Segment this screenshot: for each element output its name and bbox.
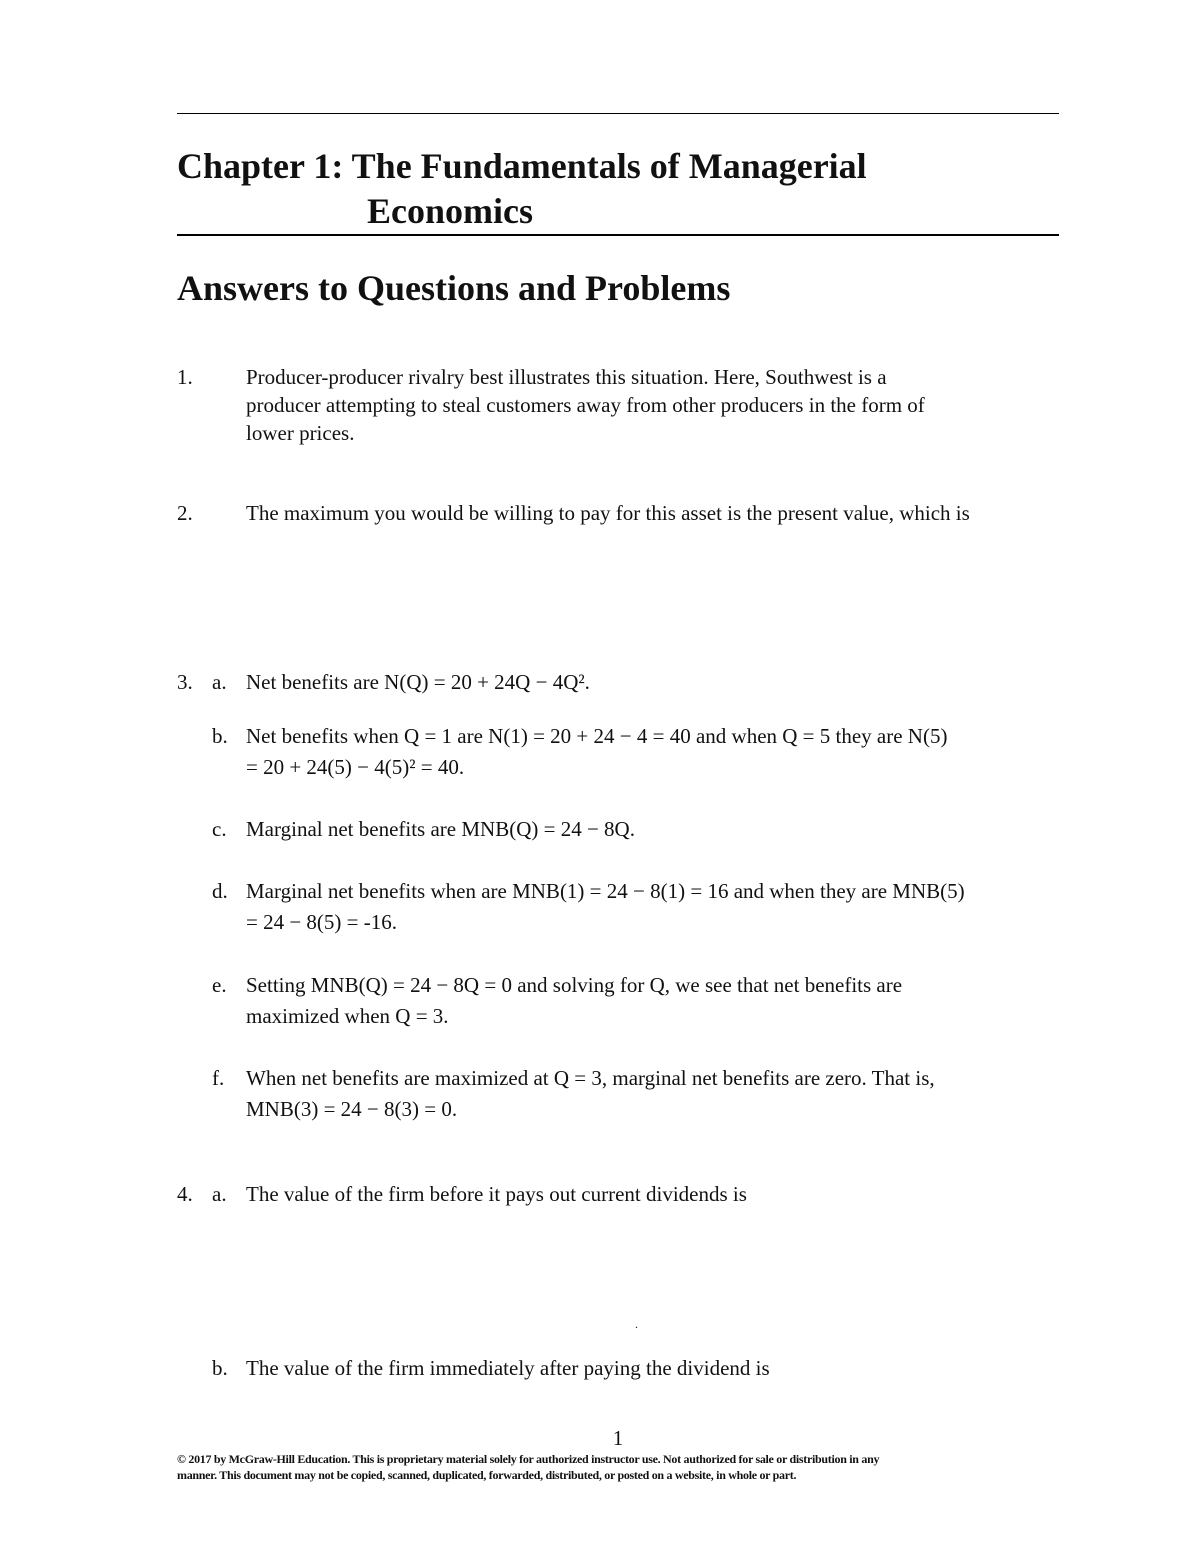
q4b-text: The value of the firm immediately after paying the dividend is (246, 1356, 770, 1380)
q3b-letter: b. (212, 724, 228, 748)
q1-line3: lower prices. (246, 421, 355, 445)
chapter-title (177, 144, 1059, 234)
q3f-line2: MNB(3) = 24 − 8(3) = 0. (246, 1097, 458, 1121)
q3b-line2: = 20 + 24(5) − 4(5)² = 40. (246, 755, 465, 779)
q3e-letter: e. (212, 973, 227, 997)
q3f-line1: When net benefits are maximized at Q = 3, marginal net benefits are zero. That is, (246, 1066, 935, 1090)
page-number: 1 (612, 1426, 624, 1450)
copyright-line2: manner. This document may not be copied, scanned, duplicated, forwarded, distributed, or posted on a website, in whole or part. (177, 1468, 797, 1482)
q3d-line2: = 24 − 8(5) = -16. (246, 910, 398, 934)
q3c-letter: c. (212, 817, 227, 841)
chapter-title-line2: Economics (367, 191, 533, 231)
copyright-notice (177, 1451, 1057, 1483)
q1-line2: producer attempting to steal customers away from other producers in the form of (246, 393, 925, 417)
q3b-line1: Net benefits when Q = 1 are N(1) = 20 + 24 − 4 = 40 and when Q = 5 they are N(5) (246, 724, 948, 748)
top-rule (177, 113, 1059, 114)
q3-number: 3. (177, 670, 193, 694)
q1-number: 1. (177, 365, 193, 389)
q3d-line1: Marginal net benefits when are MNB(1) = 24 − 8(1) = 16 and when they are MNB(5) (246, 879, 965, 903)
q4-number: 4. (177, 1182, 193, 1206)
q4b-letter: b. (212, 1356, 228, 1380)
q2-text: The maximum you would be willing to pay for this asset is the present value, which is (246, 501, 970, 525)
q3d-letter: d. (212, 879, 228, 903)
q3a-letter: a. (212, 670, 227, 694)
q4-period: . (635, 1317, 638, 1331)
q3f-letter: f. (212, 1066, 225, 1090)
q4a-letter: a. (212, 1182, 227, 1206)
q3c-line1: Marginal net benefits are MNB(Q) = 24 − 8Q. (246, 817, 635, 841)
q1-line1: Producer-producer rivalry best illustrates this situation. Here, Southwest is a (246, 365, 887, 389)
q3e-line2: maximized when Q = 3. (246, 1004, 449, 1028)
copyright-line1: © 2017 by McGraw-Hill Education. This is proprietary material solely for authorized instructor use. Not authorized for sale or distribution in any (177, 1452, 880, 1466)
q4a-text: The value of the firm before it pays out current dividends is (246, 1182, 747, 1206)
q3a-line1: Net benefits are N(Q) = 20 + 24Q − 4Q². (246, 670, 590, 694)
chapter-title-line1: Chapter 1: The Fundamentals of Managerial (177, 146, 867, 186)
q3e-line1: Setting MNB(Q) = 24 − 8Q = 0 and solving for Q, we see that net benefits are (246, 973, 903, 997)
title-underline-rule (177, 234, 1059, 236)
section-title: Answers to Questions and Problems (177, 268, 731, 308)
q2-number: 2. (177, 501, 193, 525)
